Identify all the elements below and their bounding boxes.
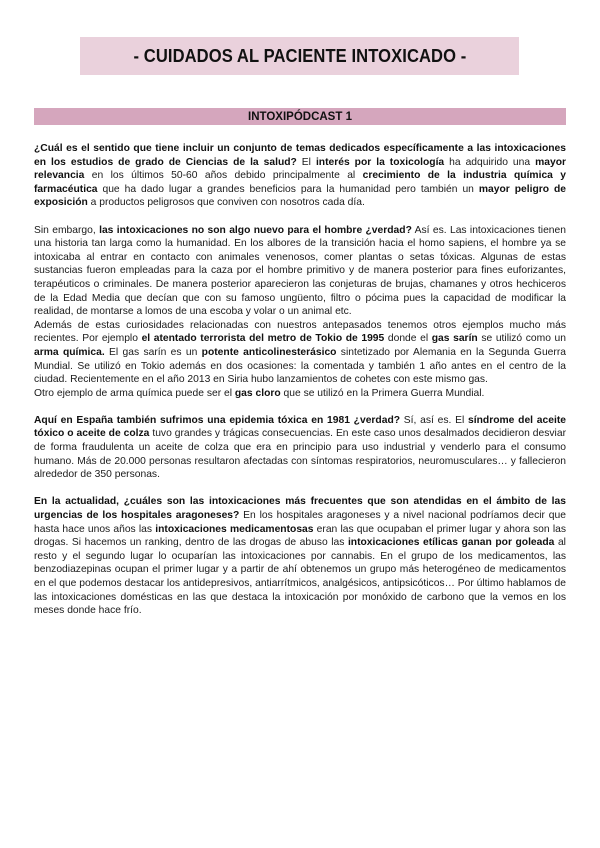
body-text: Sí, así es. El — [400, 414, 469, 426]
bold-text: intoxicaciones etílicas ganan por goleada — [347, 537, 555, 549]
bold-text: el atentado terrorista del metro de Tokio de 1995 — [141, 333, 385, 345]
bold-text: interés por la toxicología — [315, 156, 445, 168]
bold-text: potente anticolinesterásico — [201, 346, 337, 358]
document-body — [34, 142, 566, 631]
paragraph-5 — [34, 414, 566, 482]
body-text: se utilizó como un — [477, 333, 566, 345]
body-text: que se utilizó en la Primera Guerra Mundial. — [280, 387, 485, 399]
bold-text: síndrome del aceite tóxico o aceite de colza — [34, 414, 566, 440]
body-text: Así es. Las intoxicaciones tienen una historia tan larga como la humanidad. En los albores de la transición hacia el homo sapiens, el hombre ya se intoxicaba al entrar en contacto con animales venenosos, comer plantas o setas tóxicas. Algunas de estas sustancias fueron empleadas para la caza por el hombre primitivo y de manera posterior para fines euforizantes, terapéuticos o criminales. De manera posterior aparecieron las conjeturas de brujas, chamanes y otros hechiceros de la Edad Media que decían que con su famoso ungüento, filtro o pócima pues la capacidad de modificar la realidad, de montarse a lomos de una escoba y volar o un animal etc. — [34, 224, 566, 318]
body-text: El gas sarín es un — [104, 346, 202, 358]
bold-text: las intoxicaciones no son algo nuevo para el hombre ¿verdad? — [99, 224, 412, 236]
body-text: En los hospitales aragoneses y a nivel nacional podríamos decir que hasta hace unos años las — [34, 510, 566, 535]
body-text: El — [296, 156, 316, 168]
paragraph-4 — [34, 387, 566, 401]
bold-text: crecimiento de la industria química y farmacéutica — [34, 170, 567, 195]
paragraph-2 — [34, 224, 566, 319]
bold-text: ¿Cuál es el sentido que tiene incluir un conjunto de temas dedicados específicamente a las intoxicaciones en los estudios de grado de Ciencias de la salud? — [34, 143, 566, 168]
body-text: sintetizado por Alemania en la Segunda Guerra Mundial. Se utilizó en Tokio además en dos ocasiones: la comentada y también 1 año antes en el centro de la ciudad. Recientemente en el año 2013 en Siria hubo lanzamientos de cohetes con este mismo gas. — [34, 346, 566, 386]
body-text: a productos peligrosos que conviven con nosotros cada día. — [87, 197, 365, 209]
bold-text: intoxicaciones medicamentosas — [155, 523, 314, 535]
bold-text: gas cloro — [234, 387, 281, 399]
body-text: Sin embargo, — [34, 224, 100, 236]
bold-text: arma química. — [34, 346, 105, 358]
bold-text: Aquí en España también sufrimos una epidemia tóxica en 1981 ¿verdad? — [34, 414, 401, 426]
body-text: ha adquirido una — [444, 156, 536, 168]
bold-text: gas sarín — [431, 333, 478, 345]
section-heading-bar — [34, 108, 566, 125]
bold-text: En la actualidad, ¿cuáles son las intoxicaciones más frecuentes que son atendidas en el ámbito de las urgencias de los hospitales aragoneses? — [34, 496, 566, 522]
body-text: donde el — [384, 333, 432, 345]
paragraph-3 — [34, 319, 566, 387]
bold-text: mayor relevancia — [34, 156, 566, 182]
document-title: - CUIDADOS AL PACIENTE INTOXICADO - — [133, 45, 466, 66]
paragraph-1 — [34, 142, 566, 210]
body-text: tuvo grandes y trágicas consecuencias. En este caso unos desalmados decidieron desviar de forma fraudulenta un aceite de colza que era en principio para uso industrial y venderlo para el consumo humano. Más de 20.000 personas resultaron afectadas con síntomas respiratorios, neuromusculares… y fallecieron alrededor de 350 personas. — [34, 428, 567, 481]
body-text: que ha dado lugar a grandes beneficios para la humanidad pero también un — [97, 183, 479, 195]
body-text: en los últimos 50-60 años debido principalmente al — [84, 170, 363, 182]
body-text: eran las que ocupaban el primer lugar y ahora son las drogas. Si hacemos un ranking, dentro de las drogas de abuso las — [34, 523, 566, 549]
body-text: al resto y el segundo lugar lo ocuparían las intoxicaciones por cannabis. En el grupo de los medicamentos, las benzodiazepinas ocupan el primer lugar y a partir de ahí obtenemos un grupo más heterogéneo de medicamentos en el que podemos destacar los antidepresivos, antiarrítmicos, analgésicos, antipsicóticos… Por último hablamos de las intoxicaciones domésticas en las que destaca la intoxicación por monóxido de carbono que la vemos en los meses donde hace frío. — [34, 537, 566, 617]
bold-text: mayor peligro de exposición — [34, 183, 567, 209]
body-text: Además de estas curiosidades relacionadas con nuestros antepasados tenemos otros ejemplos mucho más recientes. Por ejemplo — [34, 319, 566, 345]
body-text: Otro ejemplo de arma química puede ser el — [34, 387, 235, 399]
document-title-banner — [80, 37, 519, 75]
section-heading: INTOXIPÓDCAST 1 — [248, 110, 352, 123]
paragraph-6 — [34, 495, 566, 617]
